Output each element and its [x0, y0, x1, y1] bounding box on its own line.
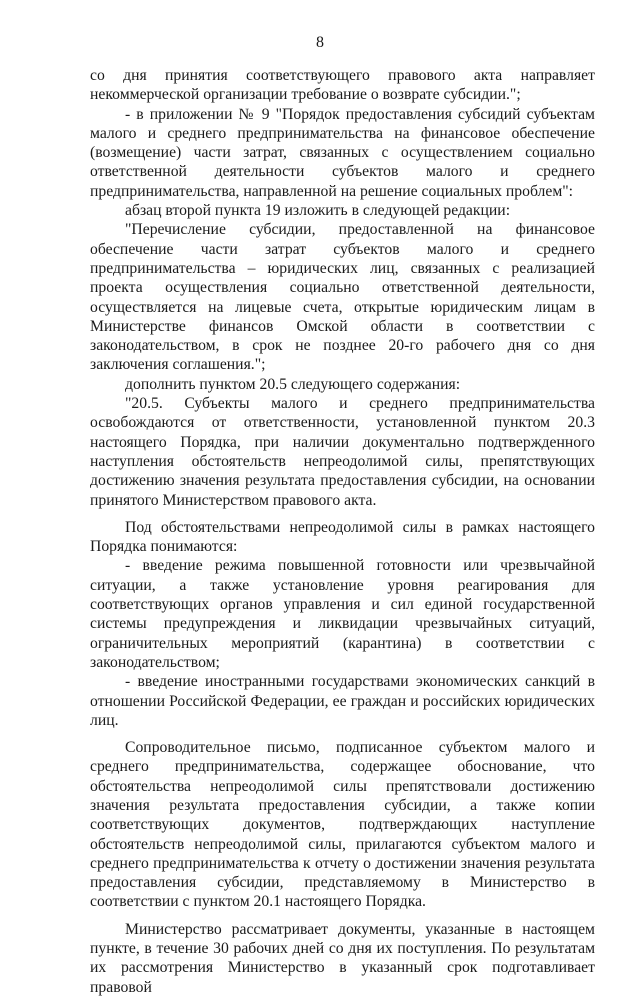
list-item-sanctions: - введение иностранными государствами экономических санкций в отношении Российской Федерации, ее граждан и российских юридических лиц.: [90, 673, 595, 729]
paragraph-20-5: "20.5. Субъекты малого и среднего предпринимательства освобождаются от ответственности, установленной пунктом 20.3 настоящего Порядка, при наличии документально подтвержденного наступления обстоятельств непреодолимой силы, препятствующих достижению значения результата предоставления субсидии, на основании принятого Министерством правового акта.: [90, 395, 595, 509]
list-item-emergency: - введение режима повышенной готовности или чрезвычайной ситуации, а также установление уровня реагирования для соответствующих органов управления и сил единой государственной системы предупреждения и ликвидации чрезвычайных ситуаций, ограничительных мероприятий (карантина) в соответствии с законодательством;: [90, 557, 595, 671]
paragraph-ministry-review: Министерство рассматривает документы, указанные в настоящем пункте, в течение 30 рабочих дней со дня их поступления. По результатам их рассмотрения Министерство в указанный срок подготавливает правовой: [90, 920, 595, 996]
paragraph-clause-19-text: "Перечисление субсидии, предоставленной на финансовое обеспечение части затрат субъектов малого и среднего предпринимательства – юридических лиц, связанных с реализацией проекта осуществления социально ответственной деятельности, осуществляется на лицевые счета, открытые юридическим лицам в Министерстве финансов Омской области в соответствии с законодательством, в срок не позднее 20-го рабочего дня со дня заключения соглашения.";: [90, 221, 595, 374]
paragraph-clause-19: абзац второй пункта 19 изложить в следующей редакции:: [125, 202, 511, 220]
document-body: [90, 66, 595, 997]
paragraph-appendix-9: - в приложении № 9 "Порядок предоставления субсидий субъектам малого и среднего предпринимательства на финансовое обеспечение (возмещение) части затрат, связанных с осуществлением социально ответственной деятельности субъектов малого и среднего предпринимательства, направленной на решение социальных проблем":: [90, 105, 595, 200]
paragraph-continuation: со дня принятия соответствующего правового акта направляет некоммерческой организации требование о возврате субсидии.";: [90, 67, 595, 104]
paragraph-cover-letter: Сопроводительное письмо, подписанное субъектом малого и среднего предпринимательства, содержащее обоснование, что обстоятельства непреодолимой силы препятствовали достижению значения результата предоставления субсидии, а также копии соответствующих документов, подтверждающих наступление обстоятельств непреодолимой силы, прилагаются субъектом малого и среднего предпринимательства к отчету о достижении значения результата предоставления субсидии, представляемому в Министерство в соответствии с пунктом 20.1 настоящего Порядка.: [90, 739, 595, 911]
paragraph-force-majeure: Под обстоятельствами непреодолимой силы в рамках настоящего Порядка понимаются:: [90, 518, 595, 556]
page-number: 8: [316, 34, 324, 51]
paragraph-add-20-5: дополнить пунктом 20.5 следующего содержания:: [125, 375, 461, 393]
